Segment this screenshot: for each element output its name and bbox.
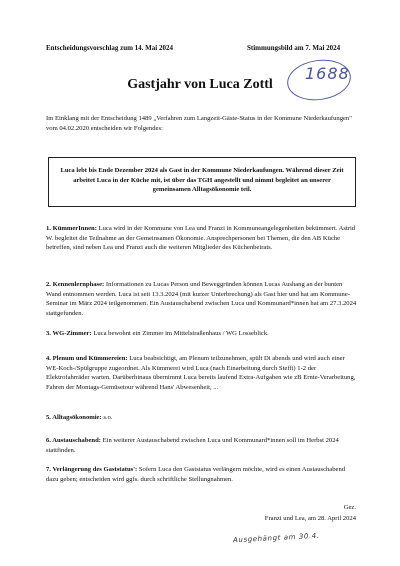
section-heading: 5. Alltagsökonomie: [46,414,102,421]
section-austauschabend [46,436,358,455]
section-wg-zimmer [46,329,358,339]
section-kennenlernphase [46,280,358,318]
section-heading: 3. WG-Zimmer: [46,330,92,337]
section-text: Luca bewohnt ein Zimmer im Mittelstraßenhaus / WG Losseblick. [91,330,269,337]
summary-box-text: Luca lebt bis Ende Dezember 2024 als Gast in der Kommune Niederkaufungen. Während dieser Zeit arbeitet Luca in der Küche mit, ist über das TGH angestellt und nimmt begleitet an unserer gemeinsamen Alltagsökonomie teil. [60,167,344,194]
section-text: Sofern Luca den Gaststatus verlängern möchte, wird es einen Austauschabend dazu geben; entscheiden wird ggfs. durch schriftliche Stellungnahmen. [46,466,346,483]
handwritten-posted-note: Ausgehängt am 30.4. [232,531,320,545]
section-alltagsoekonomie [46,413,358,423]
section-kuemmerinnen [46,224,358,253]
proposal-date-header: Entscheidungsvorschlag zum 14. Mai 2024 [46,44,173,52]
signature-gez: Gez. [343,504,356,511]
signature-names-date: Franzi und Lea, am 28. April 2024 [264,515,356,522]
section-heading: 2. Kennenlernphase: [46,281,105,288]
section-text: Luca beabsichtigt, am Plenum teilzunehmen, spült Di abends und wird auch einer WE-Koch-/Spülgruppe zugeordnet. Als Kümmerei wird Luca (nach Einarbeitung durch Steffi) 1-2 der Elektrofahrräder warten. Darüberhinaus übernimmt Luca bereits laufend Extra-Aufgaben wie zB Ernte-Verarbeitung, Fahren der Montags-Gemüsetour während Hans' Abwesenheit, ... [46,355,356,391]
section-plenum [46,354,358,392]
section-text: Informationen zu Lucas Person und Beweggründen können Lucas Aushang an der bunten Wand entnommen werden. Luca ist seit 13.3.2024 (mit kurzer Unterbrechung) als Gast hier und hat am Kommune-Seminar im März 2024 teilgenommen. Ein Austauschabend zwischen Luca und Kommunard*innen hat am 27.3.2024 stattgefunden. [46,281,357,317]
section-text: Luca wird in der Kommune von Lea und Franzi in Kommuneangelegenheiten bekümmert. Astrid W. begleitet die Teilnahme an der Gemeinsamen Ökonomie. Ansprechpersonen bei Themen, die den AB Küche betreffen, sind neben Lea und Franzi auch die weiteren Mitglieder des Küchenbeirats. [46,225,356,252]
section-heading: 7. Verlängerung des Gaststatus': [46,466,138,473]
section-heading: 1. KümmerInnen: [46,225,97,232]
page-title: Gastjahr von Luca Zottl [127,77,273,92]
section-heading: 4. Plenum und Kümmereien: [46,355,128,362]
section-heading: 6. Austauschabend: [46,437,101,444]
section-text: Ein weiterer Austauschabend zwischen Luca und Kommunard*innen soll im Herbst 2024 stattfinden. [46,437,339,454]
intro-paragraph: Im Einklang mit der Entscheidung 1489 „Verfahren zum Langzeit-Gäste-Status in der Kommune Niederkaufungen" vom 04.02.2020 entscheiden wir Folgendes: [46,115,352,132]
section-text: s.o. [101,414,113,421]
summary-box [48,157,356,207]
opinion-poll-date-header: Stimmungsbild am 7. Mai 2024 [247,44,341,52]
section-verlaengerung [46,465,358,484]
handwritten-number: 1688 [305,64,350,83]
